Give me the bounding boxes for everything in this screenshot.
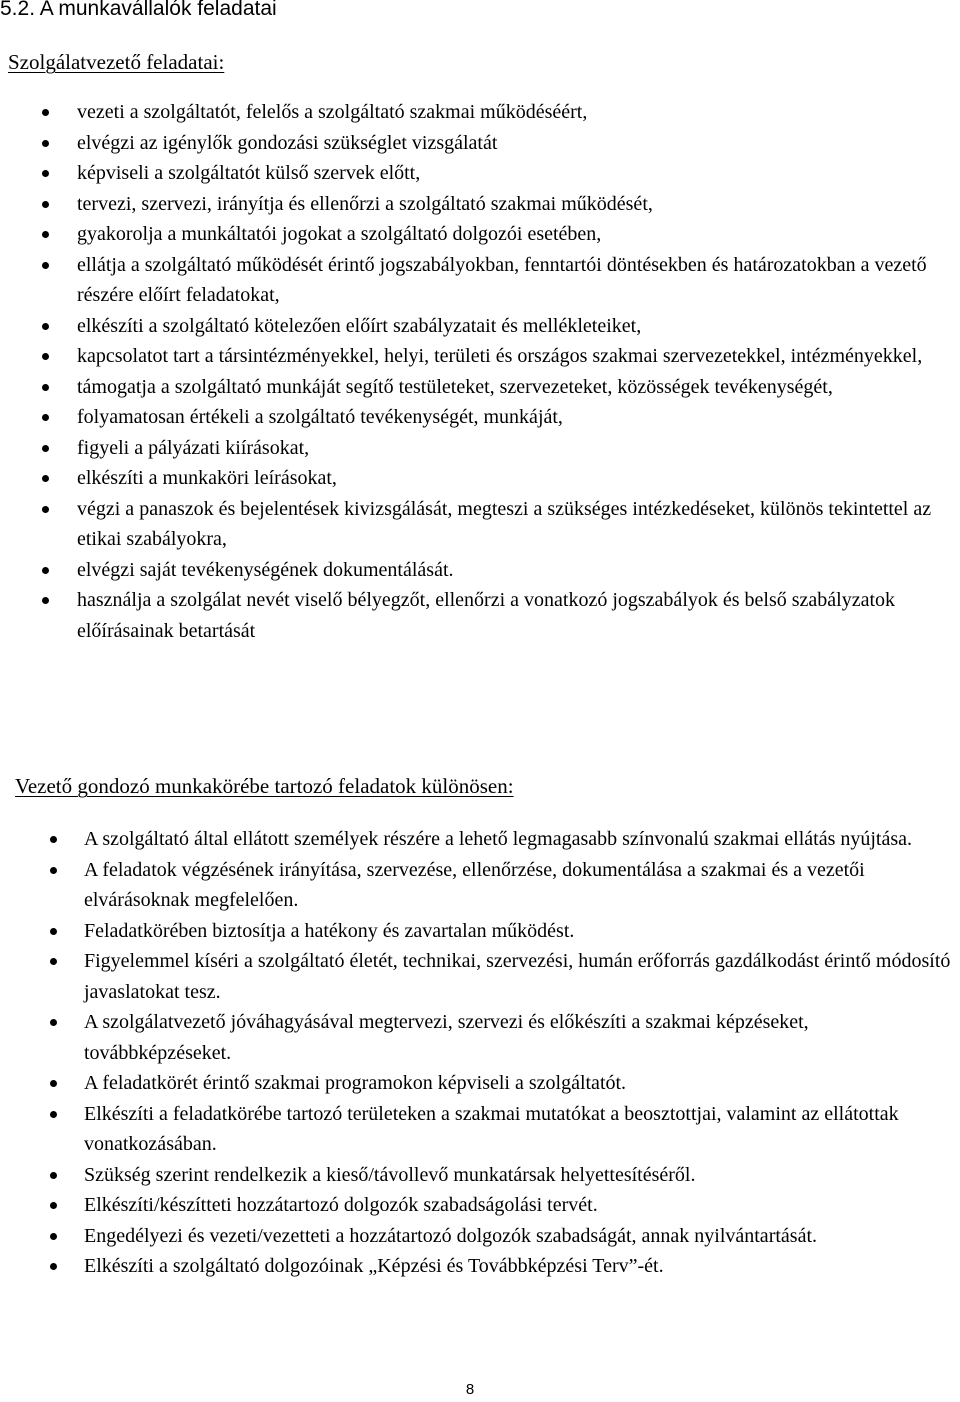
list-item: folyamatosan értékeli a szolgáltató tevékenységét, munkáját, <box>0 402 960 433</box>
list-item: Feladatkörében biztosítja a hatékony és zavartalan működést. <box>0 916 960 947</box>
page-heading: 5.2. A munkavállalók feladatai <box>0 0 277 20</box>
list-item: elkészíti a munkaköri leírásokat, <box>0 463 960 494</box>
list-item: végzi a panaszok és bejelentések kivizsgálását, megteszi a szükséges intézkedéseket, különös tekintettel az etikai szabályokra, <box>0 494 960 555</box>
list-item: ellátja a szolgáltató működését érintő jogszabályokban, fenntartói döntésekben és határozatokban a vezető részére előírt feladatokat, <box>0 250 960 311</box>
list-item: használja a szolgálat nevét viselő bélyegzőt, ellenőrzi a vonatkozó jogszabályok és belső szabályzatok előírásainak betartását <box>0 585 960 646</box>
section-title-vezeto-gondozo: Vezető gondozó munkakörébe tartozó feladatok különösen: <box>15 774 514 798</box>
task-list-szolgalatvezeto <box>0 97 960 646</box>
list-item: tervezi, szervezi, irányítja és ellenőrzi a szolgáltató szakmai működését, <box>0 189 960 220</box>
list-item: támogatja a szolgáltató munkáját segítő testületeket, szervezeteket, közösségek tevékenységét, <box>0 372 960 403</box>
list-item: vezeti a szolgáltatót, felelős a szolgáltató szakmai működéséért, <box>0 97 960 128</box>
list-item: elvégzi az igénylők gondozási szükséglet vizsgálatát <box>0 128 960 159</box>
list-item: Elkészíti a szolgáltató dolgozóinak „Képzési és Továbbképzési Terv”-ét. <box>0 1251 960 1282</box>
page-number: 8 <box>465 1381 475 1398</box>
list-item: elkészíti a szolgáltató kötelezően előírt szabályzatait és mellékleteiket, <box>0 311 960 342</box>
section-title-szolgalatvezeto: Szolgálatvezető feladatai: <box>8 50 225 74</box>
list-item: Figyelemmel kíséri a szolgáltató életét, technikai, szervezési, humán erőforrás gazdálkodást érintő módosító javaslatokat tesz. <box>0 946 960 1007</box>
list-item: elvégzi saját tevékenységének dokumentálását. <box>0 555 960 586</box>
list-item: A feladatok végzésének irányítása, szervezése, ellenőrzése, dokumentálása a szakmai és a vezetői elvárásoknak megfelelően. <box>0 855 960 916</box>
list-item: gyakorolja a munkáltatói jogokat a szolgáltató dolgozói esetében, <box>0 219 960 250</box>
list-item: képviseli a szolgáltatót külső szervek előtt, <box>0 158 960 189</box>
list-item: Elkészíti a feladatkörébe tartozó területeken a szakmai mutatókat a beosztottjai, valamint az ellátottak vonatkozásában. <box>0 1099 960 1160</box>
list-item: figyeli a pályázati kiírásokat, <box>0 433 960 464</box>
list-item: A feladatkörét érintő szakmai programokon képviseli a szolgáltatót. <box>0 1068 960 1099</box>
task-list-vezeto-gondozo <box>0 824 960 1282</box>
list-item: kapcsolatot tart a társintézményekkel, helyi, területi és országos szakmai szervezetekkel, intézményekkel, <box>0 341 960 372</box>
list-item: A szolgáltató által ellátott személyek részére a lehető legmagasabb színvonalú szakmai ellátás nyújtása. <box>0 824 960 855</box>
list-item: A szolgálatvezető jóváhagyásával megtervezi, szervezi és előkészíti a szakmai képzéseket, továbbképzéseket. <box>0 1007 960 1068</box>
list-item: Szükség szerint rendelkezik a kieső/távollevő munkatársak helyettesítéséről. <box>0 1160 960 1191</box>
list-item: Engedélyezi és vezeti/vezetteti a hozzátartozó dolgozók szabadságát, annak nyilvántartását. <box>0 1221 960 1252</box>
list-item: Elkészíti/készítteti hozzátartozó dolgozók szabadságolási tervét. <box>0 1190 960 1221</box>
